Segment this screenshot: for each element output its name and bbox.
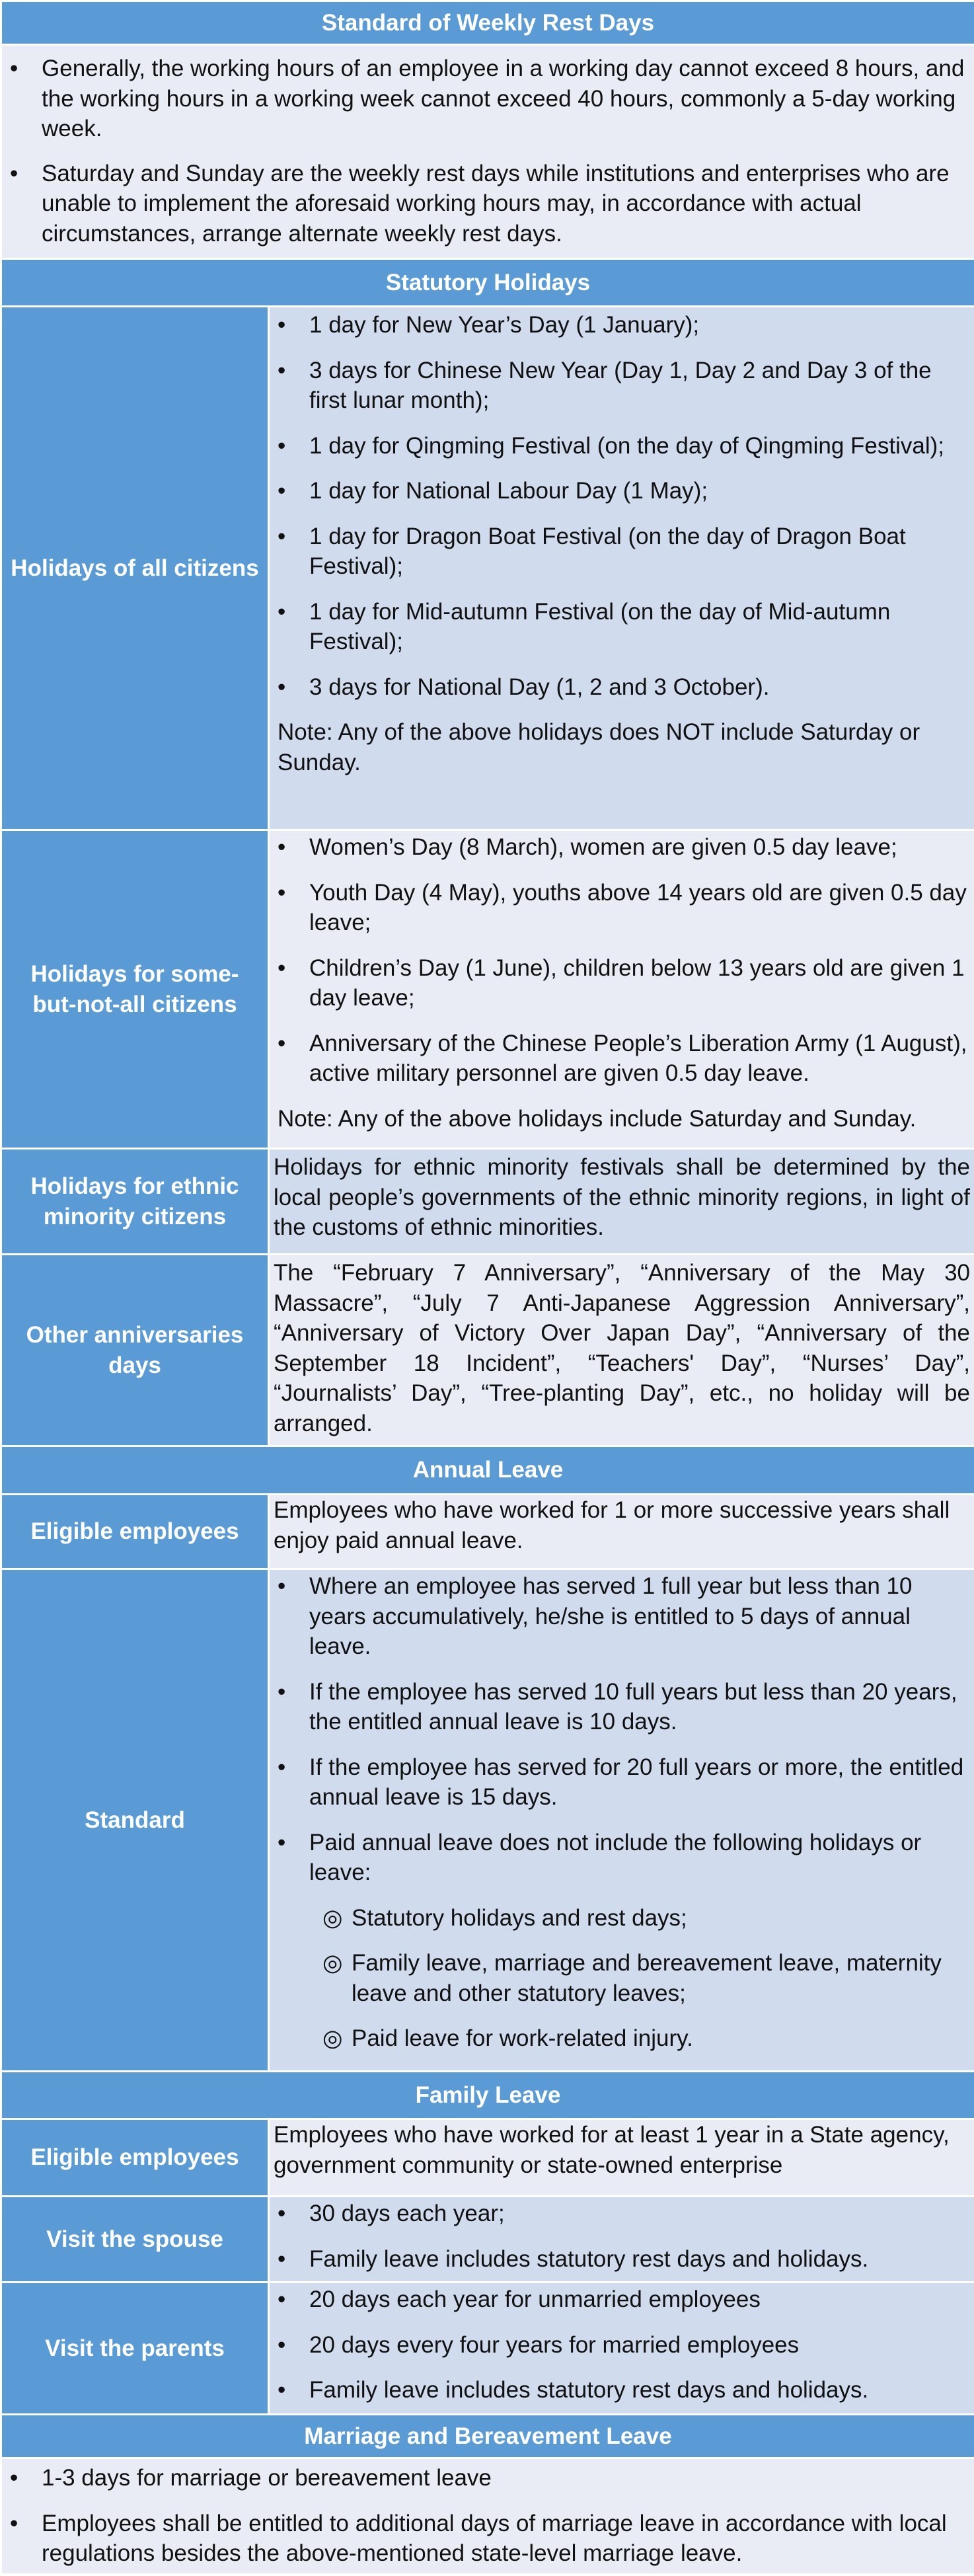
bullet-icon: •	[10, 2510, 19, 2536]
circle-bullet-icon: ◎	[322, 1904, 343, 1931]
bullet-icon: •	[278, 1754, 286, 1780]
bullet-icon: •	[278, 2245, 286, 2272]
list-item: • Youth Day (4 May), youths above 14 years old are given 0.5 day leave;	[270, 878, 974, 938]
list-item: • Anniversary of the Chinese People’s Liberation Army (1 August), active military personnel are given 0.5 day leave.	[270, 1029, 974, 1089]
section-header-marriage-bereavement: Marriage and Bereavement Leave	[1, 2415, 974, 2458]
bullet-icon: •	[278, 955, 286, 981]
list-item: • 1 day for New Year’s Day (1 January);	[270, 310, 974, 340]
sub-list-item: ◎ Family leave, marriage and bereavement leave, maternity leave and other statutory leaves;	[270, 1948, 974, 2008]
bullet-icon: •	[278, 2201, 286, 2226]
bullet-icon: •	[278, 2331, 286, 2358]
list-item: • Children’s Day (1 June), children below 13 years old are given 1 day leave;	[270, 953, 974, 1013]
bullet-icon: •	[10, 2465, 19, 2491]
list-item: • Generally, the working hours of an employee in a working day cannot exceed 8 hours, and the working hours in a working week cannot exceed 40 hours, commonly a 5-day working week.	[2, 54, 974, 144]
bullet-icon: •	[278, 312, 286, 338]
ethnic-minority-content: Holidays for ethnic minority festivals shall be determined by the local people’s governments of the ethnic minority regions, in light of the customs of ethnic minorities.	[269, 1149, 974, 1255]
bullet-icon: •	[278, 834, 286, 860]
bullet-icon: •	[278, 1573, 286, 1599]
list-item: • 1 day for Qingming Festival (on the day of Qingming Festival);	[270, 431, 974, 461]
section-header-family-leave: Family Leave	[1, 2072, 974, 2119]
row-label-ethnic-minority: Holidays for ethnic minority citizens	[1, 1149, 269, 1255]
list-item: • Family leave includes statutory rest days and holidays.	[270, 2375, 974, 2405]
bullet-icon: •	[278, 1030, 286, 1056]
list-item: • 1 day for Dragon Boat Festival (on the day of Dragon Boat Festival);	[270, 522, 974, 582]
row-label-standard: Standard	[1, 1569, 269, 2072]
bullet-icon: •	[278, 598, 286, 625]
list-item: • 20 days each year for unmarried employees	[270, 2284, 974, 2315]
bullet-icon: •	[10, 160, 19, 186]
list-item: • Saturday and Sunday are the weekly rest days while institutions and enterprises who are unable to implement the aforesaid working hours may, in accordance with actual circumstances, arrange alternate weekly rest days.	[2, 159, 974, 249]
row-label-family-eligible: Eligible employees	[1, 2119, 269, 2197]
standard-content	[269, 1569, 974, 2072]
marriage-bereavement-content	[1, 2458, 974, 2575]
bullet-icon: •	[278, 1678, 286, 1705]
section-header-statutory-holidays: Statutory Holidays	[1, 259, 974, 307]
section-header-weekly-rest: Standard of Weekly Rest Days	[1, 1, 974, 45]
sub-list-item: ◎ Statutory holidays and rest days;	[270, 1903, 974, 1933]
list-item: • Family leave includes statutory rest days and holidays.	[270, 2244, 974, 2275]
circle-bullet-icon: ◎	[322, 2025, 343, 2051]
some-citizens-note: Note: Any of the above holidays include Saturday and Sunday.	[278, 1105, 917, 1132]
list-item: • If the employee has served for 20 full years or more, the entitled annual leave is 15 days.	[270, 1752, 974, 1813]
list-item: • If the employee has served 10 full years but less than 20 years, the entitled annual leave is 10 days.	[270, 1677, 974, 1737]
family-eligible-content: Employees who have worked for at least 1 year in a State agency, government community or state-owned enterprise	[269, 2119, 974, 2197]
circle-bullet-icon: ◎	[322, 1950, 343, 1976]
bullet-icon: •	[278, 523, 286, 549]
visit-spouse-content	[269, 2197, 974, 2283]
list-item: • Employees shall be entitled to additional days of marriage leave in accordance with local regulations besides the above-mentioned state-level marriage leave.	[2, 2509, 974, 2569]
bullet-icon: •	[278, 357, 286, 383]
list-item: • 3 days for National Day (1, 2 and 3 October).	[270, 672, 974, 703]
list-item: • Paid annual leave does not include the following holidays or leave:	[270, 1828, 974, 1888]
list-item: • 1-3 days for marriage or bereavement leave	[2, 2463, 974, 2493]
list-item: • 20 days every four years for married employees	[270, 2330, 974, 2361]
bullet-icon: •	[278, 478, 286, 504]
row-label-other-anniversaries: Other anniversaries days	[1, 1255, 269, 1446]
some-citizens-content	[269, 830, 974, 1149]
row-label-some-citizens: Holidays for some-but-not-all citizens	[1, 830, 269, 1149]
other-anniversaries-content: The “February 7 Anniversary”, “Anniversary of the May 30 Massacre”, “July 7 Anti-Japanese Aggression Anniversary”, “Anniversary of Victory Over Japan Day”, “Anniversary of the September 18 Incident”, “Teachers' Day”, “Nurses’ Day”, “Journalists’ Day”, “Tree-planting Day”, etc., no holiday will be arranged.	[269, 1255, 974, 1446]
bullet-icon: •	[278, 879, 286, 906]
visit-parents-content	[269, 2283, 974, 2415]
row-label-visit-parents: Visit the parents	[1, 2283, 269, 2415]
list-item: • 1 day for National Labour Day (1 May);	[270, 476, 974, 506]
list-item: • 3 days for Chinese New Year (Day 1, Day 2 and Day 3 of the first lunar month);	[270, 356, 974, 416]
list-item: • 1 day for Mid-autumn Festival (on the day of Mid-autumn Festival);	[270, 597, 974, 657]
row-label-all-citizens: Holidays of all citizens	[1, 307, 269, 830]
bullet-icon: •	[278, 1829, 286, 1855]
bullet-icon: •	[278, 674, 286, 700]
row-label-annual-eligible: Eligible employees	[1, 1495, 269, 1569]
weekly-rest-content	[1, 45, 974, 259]
annual-eligible-content: Employees who have worked for 1 or more successive years shall enjoy paid annual leave.	[269, 1495, 974, 1569]
bullet-icon: •	[278, 432, 286, 459]
row-label-visit-spouse: Visit the spouse	[1, 2197, 269, 2283]
list-item: • Where an employee has served 1 full year but less than 10 years accumulatively, he/she is entitled to 5 days of annual leave.	[270, 1571, 974, 1662]
section-header-annual-leave: Annual Leave	[1, 1446, 974, 1495]
bullet-icon: •	[10, 56, 19, 81]
bullet-icon: •	[278, 2377, 286, 2403]
sub-list-item: ◎ Paid leave for work-related injury.	[270, 2023, 974, 2054]
all-citizens-note: Note: Any of the above holidays does NOT include Saturday or Sunday.	[278, 719, 920, 775]
all-citizens-content	[269, 307, 974, 830]
bullet-icon: •	[278, 2286, 286, 2312]
list-item: • Women’s Day (8 March), women are given 0.5 day leave;	[270, 832, 974, 863]
list-item: • 30 days each year;	[270, 2199, 974, 2229]
